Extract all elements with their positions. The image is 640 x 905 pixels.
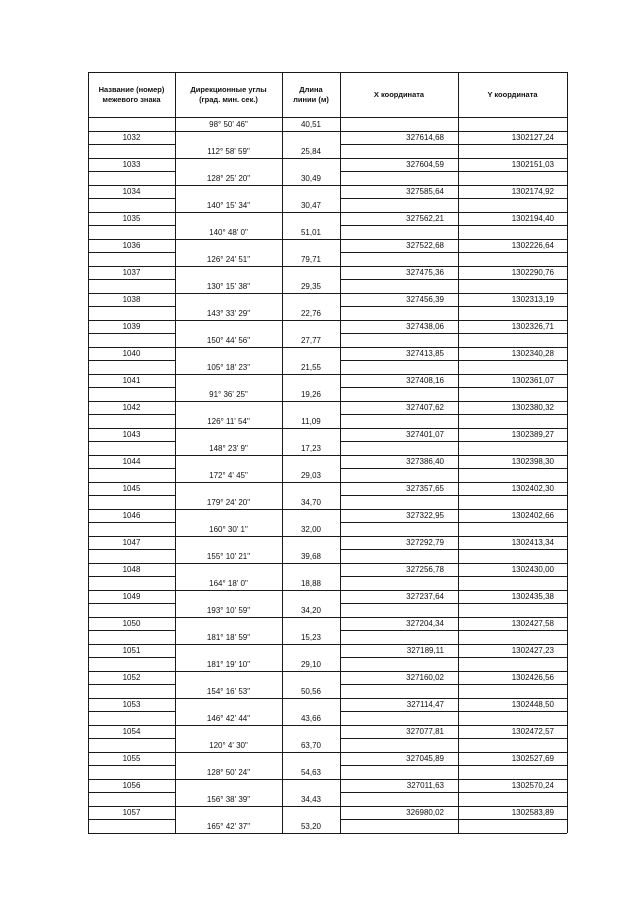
table-row-border xyxy=(88,792,175,793)
y-coordinate: 1302527,69 xyxy=(511,754,554,763)
point-name: 1051 xyxy=(122,646,141,655)
table-row-border xyxy=(88,833,567,834)
x-coordinate: 327386,40 xyxy=(406,457,444,466)
y-coordinate: 1302472,57 xyxy=(511,727,554,736)
line-length: 54,63 xyxy=(300,767,322,777)
x-coordinate: 327604,59 xyxy=(406,160,444,169)
table-row-border xyxy=(175,401,340,402)
point-name: 1032 xyxy=(122,133,141,142)
table-row-border xyxy=(340,468,567,469)
table-row-border xyxy=(340,522,567,523)
y-coordinate: 1302427,58 xyxy=(511,619,554,628)
x-coordinate: 327401,07 xyxy=(406,430,444,439)
x-coordinate: 327114,47 xyxy=(406,700,444,709)
y-coordinate: 1302326,71 xyxy=(511,322,554,331)
table-row-border xyxy=(175,347,340,348)
table-row-border xyxy=(340,225,567,226)
table-row-border xyxy=(340,171,567,172)
table-row-border xyxy=(88,441,175,442)
x-coordinate: 327562,21 xyxy=(406,214,444,223)
table-row-border xyxy=(88,765,175,766)
table-row-border xyxy=(340,441,567,442)
x-coordinate: 327408,16 xyxy=(406,376,444,385)
table-row-border xyxy=(88,711,175,712)
y-coordinate: 1302313,19 xyxy=(511,295,554,304)
line-length: 29,10 xyxy=(300,659,322,669)
table-row-border xyxy=(175,509,340,510)
x-coordinate: 327077,81 xyxy=(406,727,444,736)
x-coordinate: 327237,64 xyxy=(406,592,444,601)
table-row-border xyxy=(88,549,175,550)
table-row-border xyxy=(88,576,175,577)
table-row-border xyxy=(88,333,175,334)
x-coordinate: 327292,79 xyxy=(406,538,444,547)
table-row-border xyxy=(175,806,340,807)
point-name: 1036 xyxy=(122,241,141,250)
direction-angle: 91° 36' 25" xyxy=(209,389,248,399)
table-row-border xyxy=(88,495,175,496)
table-row-border xyxy=(340,279,567,280)
x-coordinate: 327357,65 xyxy=(406,484,444,493)
direction-angle: 164° 18' 0" xyxy=(209,578,248,588)
line-length: 53,20 xyxy=(300,821,322,831)
y-coordinate: 1302570,24 xyxy=(511,781,554,790)
x-coordinate: 327407,62 xyxy=(406,403,444,412)
table-row-border xyxy=(88,522,175,523)
table-row-border xyxy=(88,198,175,199)
direction-angle: 140° 48' 0" xyxy=(209,227,248,237)
x-coordinate: 327413,85 xyxy=(406,349,444,358)
table-row-border xyxy=(340,360,567,361)
direction-angle: 126° 24' 51" xyxy=(206,254,251,264)
direction-angle: 179° 24' 20" xyxy=(206,497,251,507)
table-row-border xyxy=(175,644,340,645)
point-name: 1053 xyxy=(122,700,141,709)
x-coordinate: 327011,63 xyxy=(406,781,444,790)
point-name: 1057 xyxy=(122,808,141,817)
point-name: 1052 xyxy=(122,673,141,682)
direction-angle: 150° 44' 56" xyxy=(206,335,251,345)
table-row-border xyxy=(340,576,567,577)
table-row-border xyxy=(175,374,340,375)
y-coordinate: 1302361,07 xyxy=(511,376,554,385)
point-name: 1035 xyxy=(122,214,141,223)
line-length: 29,35 xyxy=(300,281,322,291)
point-name: 1055 xyxy=(122,754,141,763)
table-row-border xyxy=(88,603,175,604)
direction-angle: 98° 50' 46" xyxy=(209,119,248,129)
line-length: 27,77 xyxy=(300,335,322,345)
line-length: 30,47 xyxy=(300,200,322,210)
y-coordinate: 1302583,89 xyxy=(511,808,554,817)
point-name: 1054 xyxy=(122,727,141,736)
table-row-border xyxy=(340,792,567,793)
direction-angle: 181° 19' 10" xyxy=(206,659,251,669)
table-row-border xyxy=(88,144,175,145)
table-row-border xyxy=(175,320,340,321)
point-name: 1038 xyxy=(122,295,141,304)
direction-angle: 193° 10' 59" xyxy=(206,605,251,615)
line-length: 30,49 xyxy=(300,173,322,183)
table-row-border xyxy=(175,293,340,294)
x-coordinate: 327475,36 xyxy=(406,268,444,277)
y-coordinate: 1302398,30 xyxy=(511,457,554,466)
point-name: 1050 xyxy=(122,619,141,628)
header-length: Длина линии (м) xyxy=(293,85,329,104)
table-row-border xyxy=(88,306,175,307)
header-y: Y координата xyxy=(487,89,538,99)
direction-angle: 126° 11' 54" xyxy=(207,416,250,426)
x-coordinate: 327045,89 xyxy=(406,754,444,763)
table-row-border xyxy=(340,765,567,766)
direction-angle: 143° 33' 29" xyxy=(206,308,251,318)
table-row-border xyxy=(175,185,340,186)
point-name: 1043 xyxy=(122,430,141,439)
point-name: 1056 xyxy=(122,781,141,790)
table-row-border xyxy=(175,455,340,456)
x-coordinate: 327322,95 xyxy=(406,511,444,520)
point-name: 1046 xyxy=(122,511,141,520)
table-row-border xyxy=(175,266,340,267)
x-coordinate: 326980,02 xyxy=(406,808,444,817)
table-row-border xyxy=(175,482,340,483)
table-row-border xyxy=(88,468,175,469)
x-coordinate: 327614,68 xyxy=(406,133,444,142)
y-coordinate: 1302194,40 xyxy=(511,214,554,223)
y-coordinate: 1302413,34 xyxy=(511,538,554,547)
x-coordinate: 327189,11 xyxy=(406,646,444,655)
table-row-border xyxy=(88,819,175,820)
y-coordinate: 1302226,64 xyxy=(511,241,554,250)
coordinates-table xyxy=(88,72,567,833)
y-coordinate: 1302402,66 xyxy=(511,511,554,520)
table-row-border xyxy=(175,698,340,699)
y-coordinate: 1302448,50 xyxy=(511,700,554,709)
table-row-border xyxy=(175,590,340,591)
line-length: 11,09 xyxy=(301,416,321,426)
x-coordinate: 327522,68 xyxy=(406,241,444,250)
y-coordinate: 1302430,00 xyxy=(511,565,554,574)
point-name: 1034 xyxy=(122,187,141,196)
line-length: 22,76 xyxy=(300,308,322,318)
table-row-border xyxy=(340,603,567,604)
y-coordinate: 1302151,03 xyxy=(511,160,554,169)
direction-angle: 156° 38' 39" xyxy=(206,794,251,804)
direction-angle: 130° 15' 38" xyxy=(206,281,251,291)
direction-angle: 160° 30' 1" xyxy=(209,524,248,534)
y-coordinate: 1302127,24 xyxy=(511,133,554,142)
line-length: 79,71 xyxy=(300,254,322,264)
direction-angle: 128° 25' 20" xyxy=(206,173,251,183)
table-row-border xyxy=(340,684,567,685)
point-name: 1040 xyxy=(122,349,141,358)
direction-angle: 146° 42' 44" xyxy=(206,713,251,723)
line-length: 34,20 xyxy=(300,605,322,615)
table-row-border xyxy=(340,657,567,658)
direction-angle: 120° 4' 30" xyxy=(209,740,248,750)
table-row-border xyxy=(88,279,175,280)
table-row-border xyxy=(88,171,175,172)
point-name: 1039 xyxy=(122,322,141,331)
line-length: 32,00 xyxy=(300,524,322,534)
point-name: 1044 xyxy=(122,457,141,466)
table-row-border xyxy=(340,738,567,739)
point-name: 1042 xyxy=(122,403,141,412)
direction-angle: 105° 18' 23" xyxy=(206,362,251,372)
point-name: 1049 xyxy=(122,592,141,601)
line-length: 21,55 xyxy=(300,362,322,372)
direction-angle: 181° 18' 59" xyxy=(206,632,251,642)
x-coordinate: 327204,34 xyxy=(406,619,444,628)
y-coordinate: 1302402,30 xyxy=(511,484,554,493)
direction-angle: 148° 23' 9" xyxy=(209,443,248,453)
table-row-border xyxy=(88,252,175,253)
header-name: Название (номер) межевого знака xyxy=(98,85,165,104)
direction-angle: 155° 10' 21" xyxy=(206,551,251,561)
x-coordinate: 327438,06 xyxy=(406,322,444,331)
table-row-border xyxy=(175,212,340,213)
table-row-border xyxy=(175,563,340,564)
line-length: 18,88 xyxy=(300,578,322,588)
line-length: 43,66 xyxy=(300,713,322,723)
line-length: 50,56 xyxy=(300,686,322,696)
y-coordinate: 1302389,27 xyxy=(511,430,554,439)
table-row-border xyxy=(340,549,567,550)
y-coordinate: 1302290,76 xyxy=(511,268,554,277)
table-row-border xyxy=(340,144,567,145)
table-row-border xyxy=(175,725,340,726)
table-row-border xyxy=(340,630,567,631)
table-row-border xyxy=(175,428,340,429)
line-length: 51,01 xyxy=(300,227,322,237)
table-column-border xyxy=(567,72,568,833)
direction-angle: 128° 50' 24" xyxy=(206,767,251,777)
table-row-border xyxy=(175,671,340,672)
y-coordinate: 1302174,92 xyxy=(511,187,554,196)
point-name: 1033 xyxy=(122,160,141,169)
table-row-border xyxy=(88,414,175,415)
y-coordinate: 1302427,23 xyxy=(511,646,554,655)
direction-angle: 112° 58' 59" xyxy=(207,146,250,156)
point-name: 1037 xyxy=(122,268,141,277)
table-row-border xyxy=(175,158,340,159)
table-row-border xyxy=(340,495,567,496)
table-row-border xyxy=(175,752,340,753)
table-row-border xyxy=(340,414,567,415)
line-length: 34,43 xyxy=(300,794,322,804)
table-row-border xyxy=(88,738,175,739)
table-row-border xyxy=(175,239,340,240)
direction-angle: 172° 4' 45" xyxy=(209,470,248,480)
table-row-border xyxy=(175,536,340,537)
table-row-border xyxy=(175,617,340,618)
x-coordinate: 327256,78 xyxy=(406,565,444,574)
direction-angle: 140° 15' 34" xyxy=(206,200,251,210)
table-row-border xyxy=(340,252,567,253)
x-coordinate: 327160,02 xyxy=(406,673,444,682)
table-row-border xyxy=(88,225,175,226)
y-coordinate: 1302380,32 xyxy=(511,403,554,412)
table-row-border xyxy=(175,779,340,780)
y-coordinate: 1302435,38 xyxy=(511,592,554,601)
table-row-border xyxy=(340,198,567,199)
direction-angle: 165° 42' 37" xyxy=(206,821,251,831)
point-name: 1041 xyxy=(122,376,141,385)
table-row-border xyxy=(88,387,175,388)
line-length: 19,26 xyxy=(300,389,322,399)
direction-angle: 154° 16' 53" xyxy=(206,686,251,696)
y-coordinate: 1302340,28 xyxy=(511,349,554,358)
line-length: 40,51 xyxy=(300,119,322,129)
line-length: 63,70 xyxy=(300,740,322,750)
header-angle: Дирекционные углы (град. мин. сек.) xyxy=(190,85,267,104)
table-row-border xyxy=(340,306,567,307)
line-length: 39,68 xyxy=(300,551,322,561)
point-name: 1045 xyxy=(122,484,141,493)
table-row-border xyxy=(175,131,340,132)
table-row-border xyxy=(88,657,175,658)
table-row-border xyxy=(340,387,567,388)
table-row-border xyxy=(88,630,175,631)
x-coordinate: 327585,64 xyxy=(406,187,444,196)
header-x: X координата xyxy=(373,89,425,99)
line-length: 17,23 xyxy=(300,443,322,453)
table-row-border xyxy=(88,684,175,685)
line-length: 15,23 xyxy=(300,632,322,642)
point-name: 1048 xyxy=(122,565,141,574)
table-row-border xyxy=(340,333,567,334)
line-length: 34,70 xyxy=(300,497,322,507)
table-row-border xyxy=(340,711,567,712)
table-row-border xyxy=(88,360,175,361)
x-coordinate: 327456,39 xyxy=(406,295,444,304)
table-row-border xyxy=(340,819,567,820)
line-length: 25,84 xyxy=(300,146,322,156)
line-length: 29,03 xyxy=(300,470,322,480)
point-name: 1047 xyxy=(122,538,141,547)
y-coordinate: 1302426,56 xyxy=(511,673,554,682)
